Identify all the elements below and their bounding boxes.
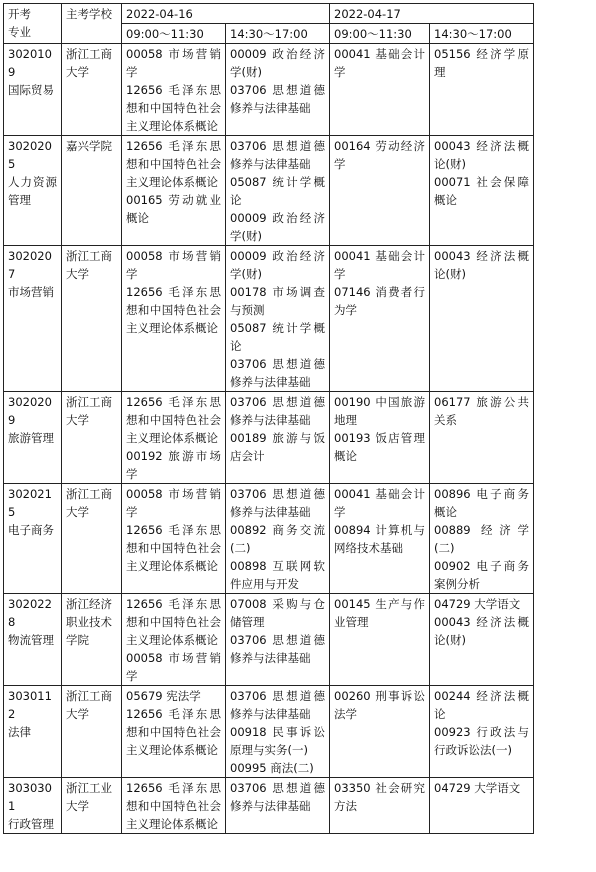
course-entry: 00190 中国旅游地理 <box>334 395 425 427</box>
course-entry: 00995 商法(二) <box>230 761 314 775</box>
exam-cell-day2-afternoon <box>430 686 534 778</box>
exam-cell-day1-morning <box>122 686 226 778</box>
major-cell <box>4 484 62 594</box>
header-time: 09:00～11:30 <box>330 24 430 44</box>
table-row <box>4 44 534 136</box>
course-entry: 12656 毛泽东思想和中国特色社会主义理论体系概论 <box>126 781 221 831</box>
school-cell-line: 大学 <box>66 707 89 721</box>
course-entry: 05087 统计学概论 <box>230 321 325 353</box>
course-entry: 03706 思想道德修养与法律基础 <box>230 689 325 721</box>
schedule-body <box>4 44 534 834</box>
major-cell <box>4 686 62 778</box>
major-cell-line: 物流管理 <box>8 633 54 647</box>
course-entry: 03706 思想道德修养与法律基础 <box>230 395 325 427</box>
course-entry: 12656 毛泽东思想和中国特色社会主义理论体系概论 <box>126 597 221 647</box>
major-cell-line: 3030112 <box>8 689 52 721</box>
course-entry: 00178 市场调查与预测 <box>230 285 325 317</box>
course-entry: 00058 市场营销学 <box>126 249 221 281</box>
course-entry: 06177 旅游公共关系 <box>434 395 529 427</box>
course-entry: 03706 思想道德修养与法律基础 <box>230 487 325 519</box>
exam-cell-day1-afternoon <box>226 392 330 484</box>
table-row <box>4 392 534 484</box>
course-entry: 00009 政治经济学(财) <box>230 249 325 281</box>
exam-cell-day2-afternoon <box>430 778 534 834</box>
major-cell-line: 电子商务 <box>8 523 54 537</box>
table-row <box>4 484 534 594</box>
exam-cell-day2-morning <box>330 246 430 392</box>
course-entry: 00898 互联网软件应用与开发 <box>230 559 325 591</box>
course-entry: 00192 旅游市场学 <box>126 449 221 481</box>
school-cell-line: 大学 <box>66 505 89 519</box>
course-entry: 00918 民事诉讼原理与实务(一) <box>230 725 325 757</box>
course-entry: 00260 刑事诉讼法学 <box>334 689 425 721</box>
major-cell-line: 法律 <box>8 725 31 739</box>
exam-cell-day2-afternoon <box>430 44 534 136</box>
school-cell-line: 大学 <box>66 65 89 79</box>
header-school: 主考学校 <box>62 4 122 44</box>
exam-cell-day2-afternoon <box>430 392 534 484</box>
table-row <box>4 594 534 686</box>
major-cell-line: 3020109 <box>8 47 52 79</box>
school-cell <box>62 136 122 246</box>
course-entry: 00892 商务交流(二) <box>230 523 325 555</box>
school-cell <box>62 686 122 778</box>
course-entry: 00041 基础会计学 <box>334 249 425 281</box>
exam-cell-day2-morning <box>330 686 430 778</box>
course-entry: 00189 旅游与饭店会计 <box>230 431 325 463</box>
major-cell <box>4 594 62 686</box>
course-entry: 00043 经济法概论(财) <box>434 139 529 171</box>
exam-cell-day2-afternoon <box>430 594 534 686</box>
school-cell <box>62 778 122 834</box>
course-entry: 04729 大学语文 <box>434 597 521 611</box>
course-entry: 03706 思想道德修养与法律基础 <box>230 633 325 665</box>
course-entry: 00889 经济学(二) <box>434 523 529 555</box>
course-entry: 00902 电子商务案例分析 <box>434 559 529 591</box>
course-entry: 03706 思想道德修养与法律基础 <box>230 357 325 389</box>
header-date-2: 2022-04-17 <box>330 4 534 24</box>
major-cell-line: 3020228 <box>8 597 52 629</box>
course-entry: 00894 计算机与网络技术基础 <box>334 523 425 555</box>
header-major-line: 开考 <box>8 7 31 21</box>
course-entry: 00244 经济法概论 <box>434 689 529 721</box>
school-cell-line: 浙江工商 <box>66 249 112 263</box>
course-entry: 00043 经济法概论(财) <box>434 615 529 647</box>
table-row <box>4 686 534 778</box>
course-entry: 00193 饭店管理概论 <box>334 431 425 463</box>
exam-cell-day1-afternoon <box>226 484 330 594</box>
major-cell-line: 行政管理 <box>8 817 54 831</box>
exam-cell-day1-morning <box>122 392 226 484</box>
table-row <box>4 778 534 834</box>
exam-cell-day2-afternoon <box>430 484 534 594</box>
exam-cell-day1-morning <box>122 44 226 136</box>
school-cell <box>62 594 122 686</box>
exam-cell-day1-morning <box>122 594 226 686</box>
exam-cell-day2-afternoon <box>430 136 534 246</box>
table-row <box>4 246 534 392</box>
exam-cell-day1-morning <box>122 778 226 834</box>
school-cell <box>62 246 122 392</box>
course-entry: 07146 消费者行为学 <box>334 285 425 317</box>
major-cell <box>4 44 62 136</box>
major-cell-line: 人力资源管理 <box>8 175 57 207</box>
school-cell-line: 浙江工商 <box>66 689 112 703</box>
exam-cell-day2-morning <box>330 484 430 594</box>
course-entry: 00009 政治经济学(财) <box>230 47 325 79</box>
exam-cell-day2-morning <box>330 594 430 686</box>
course-entry: 00145 生产与作业管理 <box>334 597 425 629</box>
major-cell-line: 3020215 <box>8 487 52 519</box>
school-cell-line: 浙江工业 <box>66 781 112 795</box>
exam-cell-day2-afternoon <box>430 246 534 392</box>
exam-cell-day1-afternoon <box>226 246 330 392</box>
major-cell-line: 3020205 <box>8 139 52 171</box>
header-time: 14:30～17:00 <box>430 24 534 44</box>
exam-cell-day1-morning <box>122 484 226 594</box>
major-cell <box>4 246 62 392</box>
course-entry: 00164 劳动经济学 <box>334 139 425 171</box>
course-entry: 12656 毛泽东思想和中国特色社会主义理论体系概论 <box>126 707 221 757</box>
course-entry: 12656 毛泽东思想和中国特色社会主义理论体系概论 <box>126 83 221 133</box>
course-entry: 00041 基础会计学 <box>334 487 425 519</box>
exam-cell-day1-morning <box>122 246 226 392</box>
school-cell-line: 大学 <box>66 267 89 281</box>
course-entry: 05156 经济学原理 <box>434 47 529 79</box>
school-cell-line: 职业技术 <box>66 615 112 629</box>
exam-cell-day1-afternoon <box>226 778 330 834</box>
exam-cell-day2-morning <box>330 392 430 484</box>
course-entry: 12656 毛泽东思想和中国特色社会主义理论体系概论 <box>126 395 221 445</box>
school-cell-line: 大学 <box>66 413 89 427</box>
exam-cell-day1-morning <box>122 136 226 246</box>
course-entry: 03706 思想道德修养与法律基础 <box>230 139 325 171</box>
course-entry: 12656 毛泽东思想和中国特色社会主义理论体系概论 <box>126 523 221 573</box>
school-cell-line: 浙江经济 <box>66 597 112 611</box>
exam-cell-day2-morning <box>330 778 430 834</box>
course-entry: 00043 经济法概论(财) <box>434 249 529 281</box>
course-entry: 12656 毛泽东思想和中国特色社会主义理论体系概论 <box>126 139 221 189</box>
course-entry: 00058 市场营销学 <box>126 47 221 79</box>
course-entry: 03706 思想道德修养与法律基础 <box>230 83 325 115</box>
exam-cell-day1-afternoon <box>226 594 330 686</box>
course-entry: 00896 电子商务概论 <box>434 487 529 519</box>
school-cell-line: 浙江工商 <box>66 487 112 501</box>
major-cell-line: 3030301 <box>8 781 52 813</box>
exam-cell-day1-afternoon <box>226 686 330 778</box>
school-cell-line: 嘉兴学院 <box>66 139 112 153</box>
course-entry: 04729 大学语文 <box>434 781 521 795</box>
header-time: 14:30～17:00 <box>226 24 330 44</box>
course-entry: 00009 政治经济学(财) <box>230 211 325 243</box>
school-cell-line: 大学 <box>66 799 89 813</box>
major-cell-line: 3020209 <box>8 395 52 427</box>
exam-cell-day1-afternoon <box>226 136 330 246</box>
course-entry: 00071 社会保障概论 <box>434 175 529 207</box>
course-entry: 00058 市场营销学 <box>126 487 221 519</box>
exam-cell-day1-afternoon <box>226 44 330 136</box>
school-cell-line: 浙江工商 <box>66 395 112 409</box>
course-entry: 12656 毛泽东思想和中国特色社会主义理论体系概论 <box>126 285 221 335</box>
major-cell-line: 旅游管理 <box>8 431 54 445</box>
course-entry: 00041 基础会计学 <box>334 47 425 79</box>
major-cell <box>4 778 62 834</box>
course-entry: 03350 社会研究方法 <box>334 781 425 813</box>
school-cell-line: 浙江工商 <box>66 47 112 61</box>
course-entry: 05679 宪法学 <box>126 689 201 703</box>
course-entry: 07008 采购与仓储管理 <box>230 597 325 629</box>
school-cell <box>62 392 122 484</box>
exam-cell-day2-morning <box>330 136 430 246</box>
table-row <box>4 136 534 246</box>
school-cell <box>62 484 122 594</box>
header-date-1: 2022-04-16 <box>122 4 330 24</box>
header-major-line: 专业 <box>8 25 31 39</box>
major-cell <box>4 392 62 484</box>
course-entry: 00923 行政法与行政诉讼法(一) <box>434 725 529 757</box>
header-major <box>4 4 62 44</box>
header-time: 09:00～11:30 <box>122 24 226 44</box>
major-cell-line: 市场营销 <box>8 285 54 299</box>
major-cell <box>4 136 62 246</box>
school-cell <box>62 44 122 136</box>
major-cell-line: 3020207 <box>8 249 52 281</box>
school-cell-line: 学院 <box>66 633 89 647</box>
major-cell-line: 国际贸易 <box>8 83 54 97</box>
course-entry: 03706 思想道德修养与法律基础 <box>230 781 325 813</box>
course-entry: 00058 市场营销学 <box>126 651 221 683</box>
exam-cell-day2-morning <box>330 44 430 136</box>
course-entry: 05087 统计学概论 <box>230 175 325 207</box>
course-entry: 00165 劳动就业概论 <box>126 193 221 225</box>
header-row-dates <box>4 4 534 24</box>
exam-schedule-table <box>3 3 534 834</box>
